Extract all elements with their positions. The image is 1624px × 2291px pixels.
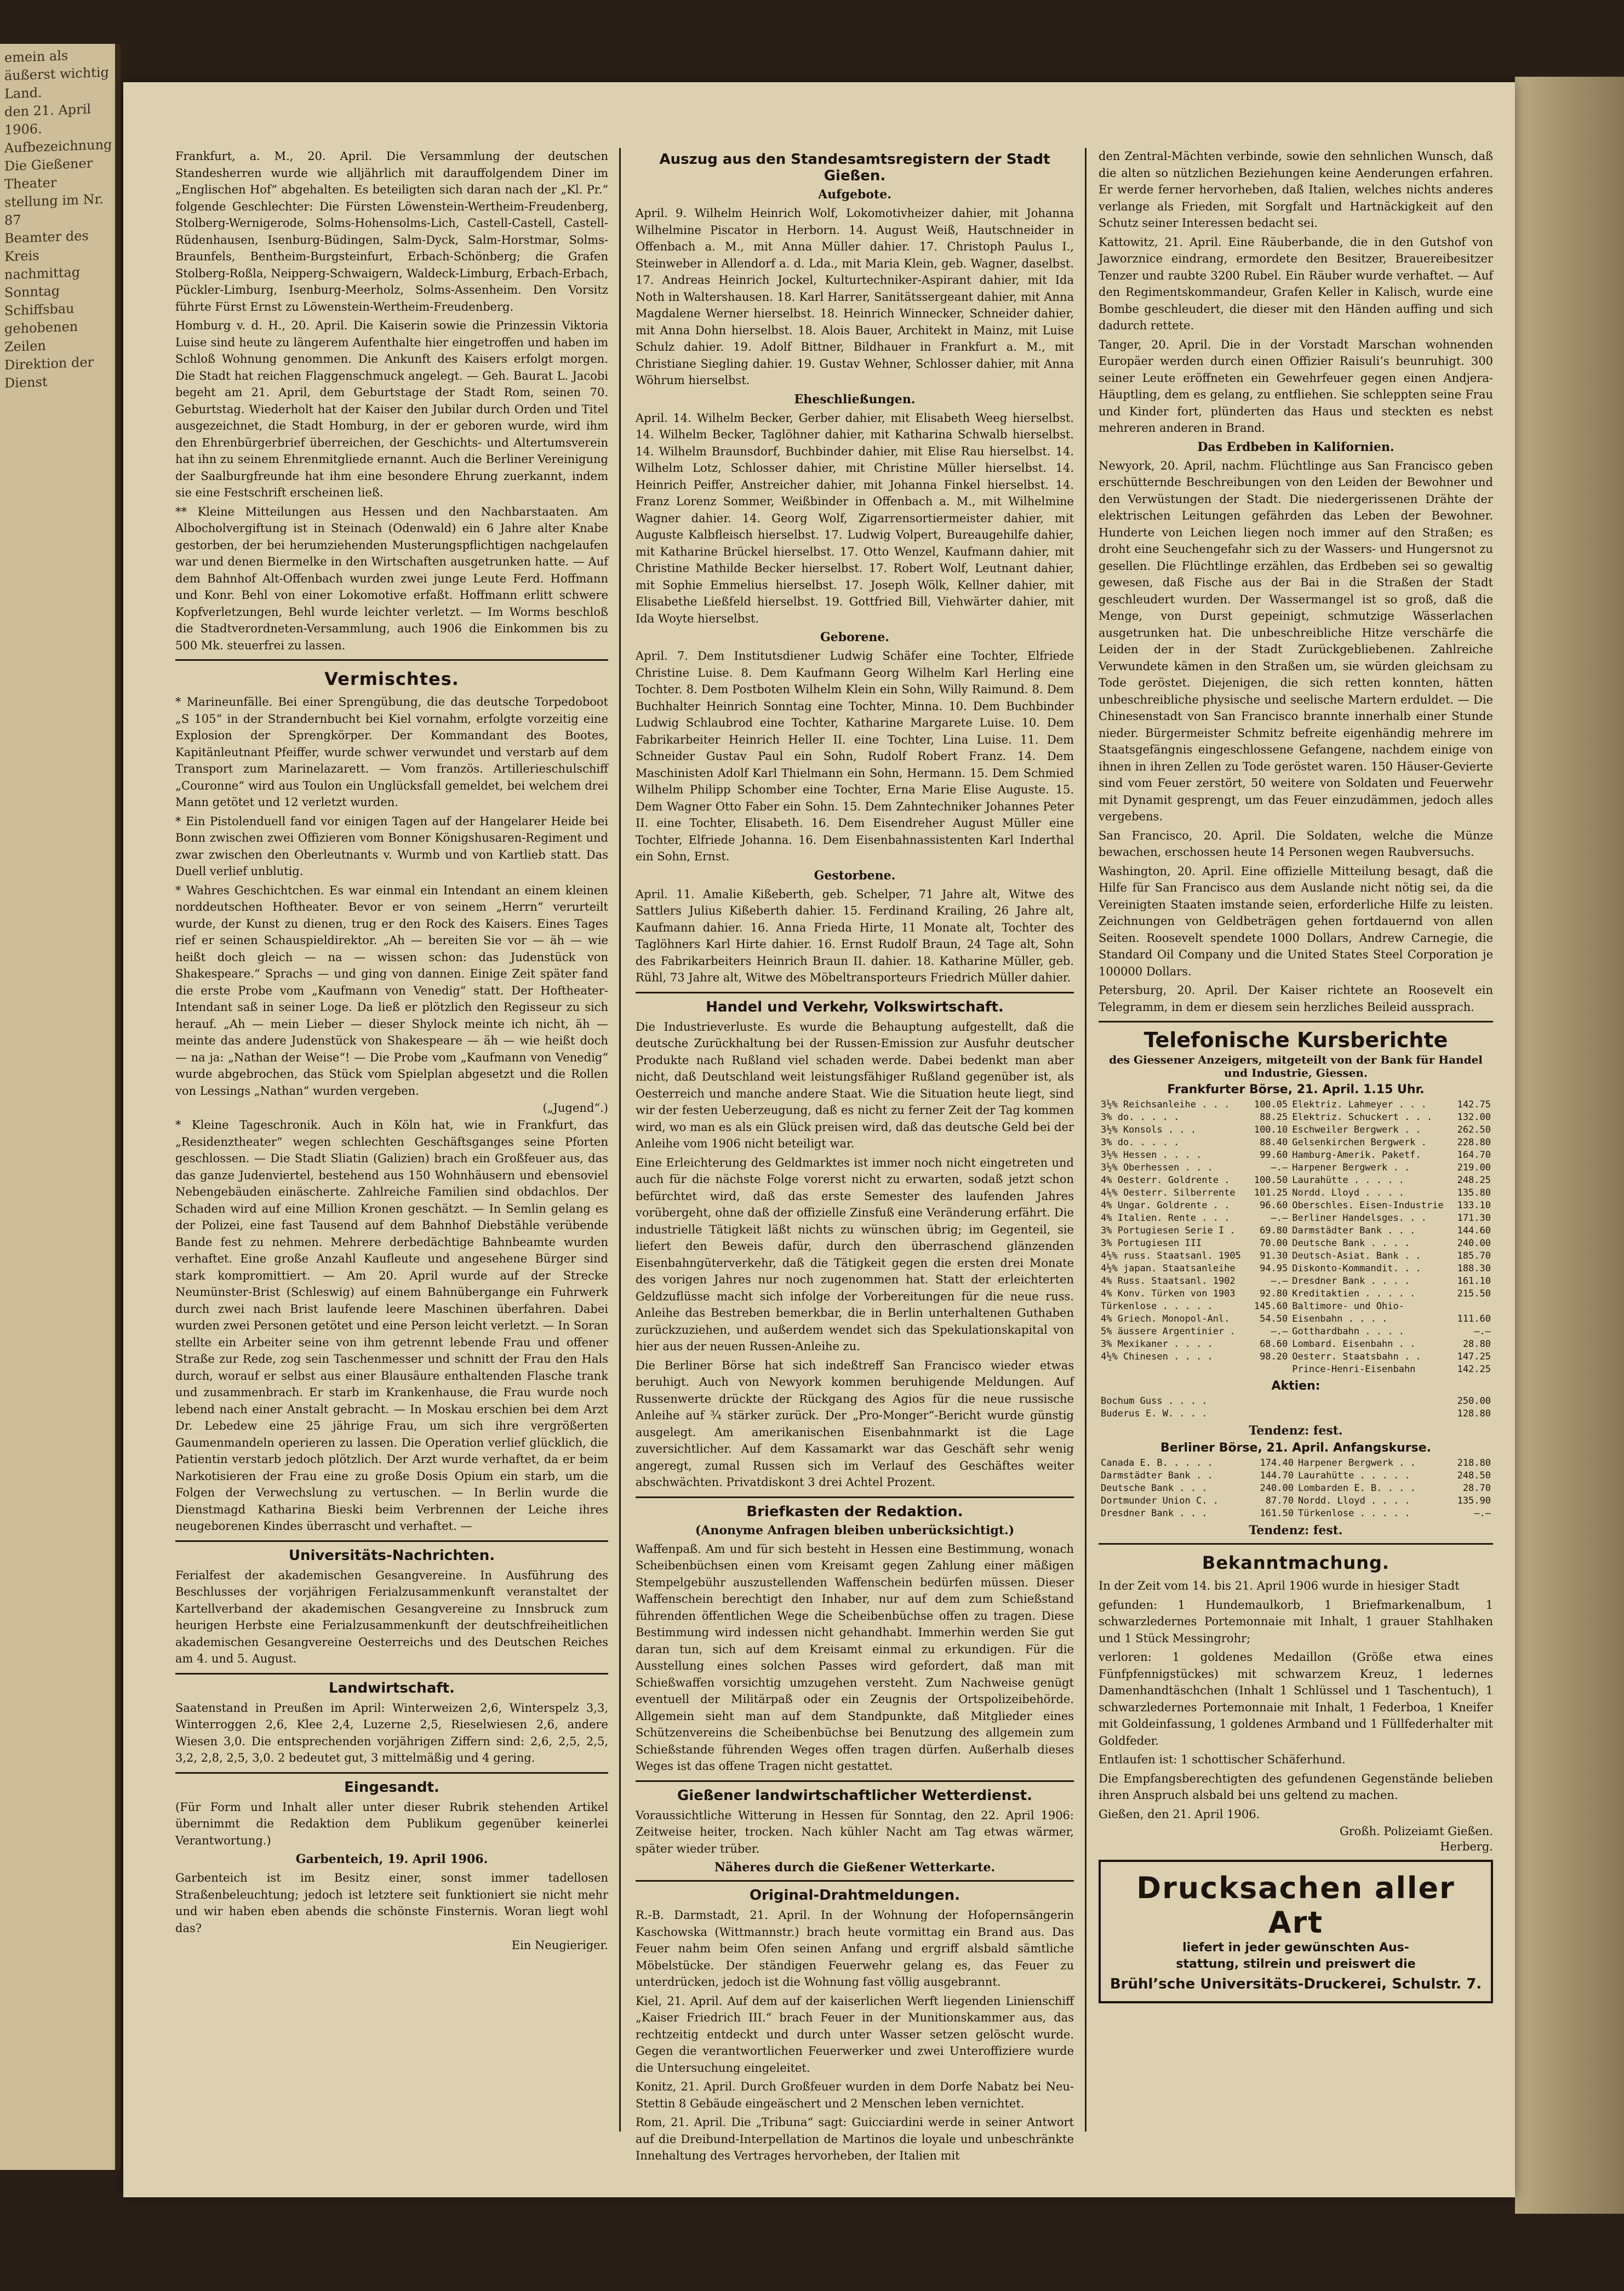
ad-title: Drucksachen aller Art: [1136, 1871, 1455, 1940]
quote-row: [1099, 1262, 1493, 1275]
quote-row: [1099, 1288, 1493, 1300]
adjacent-page-text: emein als äußerst wichtig Land. den 21. April 1906. Aufbezeichnung Die Gießener Theater stellung im Nr. 87 Beamter des Kreis nachmittag Sonntag Schiffsbau gehobenen Zeilen Direktion der Dienst: [4, 48, 112, 391]
column-3: [1099, 148, 1493, 2132]
article-rom: Rom, 21. April. Die „Tribuna“ sagt: Guicciardini werde in seiner Antwort auf die Dreibund-Interpellation de Martinos die loyale und unbeschränkte Innehaltung des Vertrages hervorheben, der Italien mit: [636, 2116, 1074, 2162]
article-darmstadt: R.-B. Darmstadt, 21. April. In der Wohnung der Hofopernsängerin Kaschowska (Wittmannstr.) brach heute vormittag ein Brand aus. Das Feuer nahm beim Ofen seinen Anfang und ergriff alsbald sämtliche Möbelstücke. Der ständigen Feuerwehr gelang es, das Feuer zu unterdrücken, jedoch ist die Wohnung fast völlig ausgebrannt.: [636, 1909, 1074, 1989]
security-name: 4½% russ. Staatsanl. 1905: [1101, 1250, 1241, 1261]
security-name: Lombarden E. B. . . .: [1297, 1483, 1416, 1494]
security-name: 4% Konv. Türken von 1903: [1101, 1288, 1236, 1299]
quote-value: 88.25: [1260, 1112, 1288, 1123]
quote-row: [1099, 1275, 1493, 1288]
security-name: Darmstädter Bank . . .: [1292, 1225, 1416, 1236]
security-name: Dresdner Bank . . .: [1101, 1508, 1208, 1519]
article-berliner-boerse: Die Berliner Börse hat sich indeßtreff San Francisco wieder etwas beruhigt. Auch von Newyork kommen beruhigende Meldungen. Auf Russenwerte drückte der Rückgang des Agios für die neue russische Anleihe auf ¾ stärker zurück. Der „Pro-Monger“-Bericht wurde günstig ausgelegt. Am amerikanischen Eisenbahnmarkt ist die Lage zuversichtlicher. Auf dem Kassamarkt war das Geschäft sehr wenig angeregt, zumal Russen sich im Verlauf des Geschäftes weiter abschwächten. Privatdiskont 3 drei Achtel Prozent.: [636, 1358, 1074, 1489]
section-divider: [175, 1540, 608, 1542]
column-2: [636, 148, 1074, 2162]
letter-signature: Ein Neugieriger.: [511, 1939, 608, 1952]
security-name: 3% Portugiesen Serie I .: [1101, 1225, 1236, 1236]
quote-value: —.—: [1474, 1508, 1491, 1519]
section-divider: [175, 659, 608, 661]
notice-intro: In der Zeit vom 14. bis 21. April 1906 wurde in hiesiger Stadt: [1099, 1579, 1460, 1592]
quote-value: 92.80: [1260, 1288, 1288, 1299]
quote-value: —.—: [1271, 1162, 1288, 1173]
quote-row: [1099, 1351, 1493, 1363]
security-name: Türkenlose . . . . .: [1297, 1508, 1410, 1519]
berlin-exchange-heading: Berliner Börse, 21. April. Anfangskurse.: [1160, 1441, 1431, 1455]
quote-row: [1099, 1300, 1493, 1313]
article-newyork: Newyork, 20. April, nachm. Flüchtlinge aus San Francisco geben erschütternde Beschreibungen von den Leiden der Bewohner und den Verwüstungen der Stadt. Die niedergerissenen Drähte der elektrischen Leitungen gefährden das Leben der Bewohner. Hunderte von Leichen liegen noch immer auf den Straßen; es droht eine Seuchengefahr sich zu der Wassers- und Hungersnot zu gesellen. Die Flüchtlinge erzählen, das Erdbeben sei so gewaltig gewesen, daß Fische aus der Bai in die Straßen der Stadt geschleudert wurden. Der Wassermangel ist so groß, daß die Menge, von Durst gepeinigt, schmutzige Wässerlachen ausgetrunken hat. Die unbeschreibliche Hitze verschärfe die Leiden der in der Stadt Zurückgebliebenen. Zahlreiche Verwundete kämen in den Straßen um, sie würden gleichsam zu Tode geröstet. Diejenigen, die sich retten konnten, hätten unbeschreibliche physische und seelische Martern erduldet. — Die Chinesenstadt von San Francisco brannte innerhalb einer Stunde nieder. Bürgermeister Schmitz befreite eigenhändig mehrere im Staatsgefängnis eingeschlossene Gefangene, nachdem einige von ihnen in ihren Zellen zu Tode geröstet waren. 150 Häuser-Gevierte sind vom Feuer zerstört, 50 weitere von Soldaten und Feuerwehr mit Dynamit gesprengt, um das Feuer einzudämmen, jedoch alles vergebens.: [1099, 459, 1493, 823]
notice-lost: verloren: 1 goldenes Medaillon (Größe etwa eines Fünfpfennigstückes) mit schwarzem Kreuz, 1 ledernes Damenhandtäschchen (Inhalt 1 Schlüssel und 1 Taschentuch), 1 schwarzledernes Portemonnaie mit Inhalt, 1 Federboa, 1 Kneifer mit Goldeinfassung, 1 goldenes Armband und 1 Füllfederhalter mit Goldfeder.: [1099, 1650, 1493, 1747]
subheading-eheschliessungen: Eheschließungen.: [794, 392, 916, 407]
section-divider: [1099, 1543, 1493, 1545]
section-divider: [1099, 1021, 1493, 1022]
security-name: Dresdner Bank . . . .: [1292, 1276, 1410, 1287]
quote-value: 144.70: [1260, 1470, 1294, 1481]
security-name: 5% äussere Argentinier .: [1101, 1326, 1236, 1337]
ad-line: liefert in jeder gewünschten Aus-: [1182, 1941, 1409, 1955]
quote-row: [1099, 1149, 1493, 1162]
article-petersburg: Petersburg, 20. April. Der Kaiser richtete an Roosevelt ein Telegramm, in dem er diesem sein herzliches Beileid aussprach.: [1099, 984, 1493, 1014]
notice-escaped: Entlaufen ist: 1 schottischer Schäferhund.: [1099, 1753, 1346, 1766]
security-name: Dortmunder Union C. .: [1101, 1495, 1219, 1506]
quote-value: 133.10: [1457, 1200, 1491, 1211]
quote-value: 161.10: [1457, 1276, 1491, 1287]
security-name: Canada E. B. . . . .: [1101, 1458, 1213, 1469]
security-name: 3% do. . . . .: [1101, 1137, 1180, 1148]
quote-value: 28.70: [1462, 1483, 1491, 1494]
quote-row: [1099, 1136, 1493, 1149]
quote-row: [1099, 1395, 1493, 1408]
security-name: 4% Ungar. Goldrente . .: [1101, 1200, 1230, 1211]
stock-report-subtitle: des Giessener Anzeigers, mitgeteilt von der Bank für Handel und Industrie, Giessen.: [1109, 1053, 1483, 1079]
quote-value: 111.60: [1457, 1313, 1491, 1324]
section-heading-wetterdienst: Gießener landwirtschaftlicher Wetterdienst.: [677, 1787, 1033, 1804]
article-kleine-mitteilungen: ** Kleine Mitteilungen aus Hessen und den Nachbarstaaten. Am Albocholvergiftung ist in Steinach (Odenwald) ein 6 Jahre alter Knabe gestorben, der bei herumziehenden Musterungspflichtigen nachgelaufen war und denen Biermelke in den Wirtschaften ausgetrunken hatte. — Auf dem Bahnhof Alt-Offenbach wurden zwei junge Leute Ferd. Hoffmann und Konr. Behl von einer Lokomotive erfaßt. Hoffmann erlitt schwere Kopfverletzungen, Behl wurde leichter verletzt. — Im Worms beschloß die Stadtverordneten-Versammlung, auch 1906 die Einkommen bis zu 500 Mk. steuerfrei zu lassen.: [175, 505, 608, 652]
article-industrieverluste: Die Industrieverluste. Es wurde die Behauptung aufgestellt, daß die deutsche Zurückhaltung bei der Russen-Emission zur Ausfuhr deutscher Produkte nach Rußland viel schaden werde. Dabei bedenkt man aber nicht, daß Deutschland weit leistungsfähiger Rußland gegenüber ist, als Oesterreich und manche andere Staat. Wie die Situation heute liegt, sind wir der festen Ueberzeugung, daß es nicht zu ferner Zeit der Tag kommen wird, wo man es als ein Glück preisen wird, daß das deutsche Geld bei der Anleihe vom 1906 nicht beteiligt war.: [636, 1020, 1074, 1150]
quote-value: 144.60: [1457, 1225, 1491, 1236]
quote-value: 188.30: [1457, 1263, 1491, 1274]
quote-value: 99.60: [1260, 1150, 1288, 1161]
quote-row: [1099, 1495, 1493, 1507]
quote-value: —.—: [1271, 1326, 1288, 1337]
article-washington: Washington, 20. April. Eine offizielle Mitteilung besagt, daß die Hilfe für San Francisco aus dem Auslande nicht nötig sei, da die Vereinigten Staaten imstande seien, erforderliche Hilfe zu leisten. Zeichnungen von Geldbeträgen gehen fortdauernd von allen Seiten. Roosevelt spendete 1000 Dollars, Andrew Carnegie, die Standard Oil Company und die United States Steel Corporation je 100000 Dollars.: [1099, 864, 1493, 978]
quote-row: [1099, 1174, 1493, 1187]
quote-value: 101.25: [1254, 1187, 1288, 1198]
quote-value: 100.50: [1254, 1175, 1288, 1186]
security-name: Gotthardbahn . . . .: [1292, 1326, 1404, 1337]
quote-row: [1099, 1408, 1493, 1420]
security-name: 3½% Reichsanleihe . . .: [1101, 1099, 1230, 1110]
list-gestorbene: April. 11. Amalie Kißeberth, geb. Schelper, 71 Jahre alt, Witwe des Sattlers Julius Kißeberth dahier. 15. Ferdinand Krailing, 26 Jahre alt, Kaufmann dahier. 16. Anna Frieda Hirte, 11 Monate alt, Tochter des Taglöhners Karl Hirte dahier. 16. Ernst Rudolf Braun, 24 Tage alt, Sohn des Fabrikarbeiters Heinrich Braun II. dahier. 18. Katharine Müller, geb. Rühl, 73 Jahre alt, Witwe des Möbeltransporteurs Friedrich Müller dahier.: [636, 887, 1074, 984]
subheading-geborene: Geborene.: [820, 630, 890, 644]
security-name: 3½% Konsols . . .: [1101, 1124, 1196, 1135]
quote-value: 135.80: [1457, 1187, 1491, 1198]
article-source: („Jugend“.): [542, 1101, 608, 1115]
quote-row: [1099, 1162, 1493, 1174]
security-name: 3% do. . . . .: [1101, 1112, 1180, 1123]
newspaper-page: [123, 82, 1515, 2197]
letter-body: Garbenteich ist im Besitz einer, sonst immer tadellosen Straßenbeleuchtung; jedoch ist letztere seit funktioniert sie nicht mehr und wir haben eben abends die schönste Finsternis. Woran liegt wohl das?: [175, 1871, 608, 1935]
subheading-aufgebote: Aufgebote.: [818, 187, 891, 202]
quote-value: 185.70: [1457, 1250, 1491, 1261]
security-name: Deutsche Bank . . .: [1101, 1483, 1208, 1494]
aktien-heading: Aktien:: [1271, 1379, 1320, 1393]
quote-value: 174.40: [1260, 1458, 1294, 1469]
section-divider: [636, 1780, 1074, 1782]
quote-value: [1453, 1300, 1493, 1313]
security-name: Deutsche Bank . . . .: [1292, 1238, 1410, 1249]
notice-found: gefunden: 1 Hundemaulkorb, 1 Briefmarkenalbum, 1 schwarzledernes Portemonnaie mit Inhalt, 1 grauer Stahlhaken und 1 Stück Messingrohr;: [1099, 1598, 1493, 1645]
security-name: Prince-Henri-Eisenbahn: [1292, 1364, 1416, 1375]
section-divider: [636, 1496, 1074, 1498]
quote-value: 69.80: [1260, 1225, 1288, 1236]
column-rule: [1085, 148, 1087, 2132]
section-divider: [175, 1772, 608, 1774]
quote-value: 240.00: [1260, 1483, 1294, 1494]
quote-value: 128.80: [1457, 1408, 1491, 1419]
quote-value: —.—: [1474, 1326, 1491, 1337]
quote-value: 100.10: [1254, 1124, 1288, 1135]
quote-value: —.—: [1271, 1213, 1288, 1224]
weather-forecast: Voraussichtliche Witterung in Hessen für Sonntag, den 22. April 1906: Zeitweise heiter, trocken. Nach kühler Nacht am Tag etwas wärmer, später wieder trüber.: [636, 1808, 1074, 1855]
notice-authority: Großh. Polizeiamt Gießen.: [1339, 1825, 1493, 1838]
quote-value: 132.00: [1457, 1112, 1491, 1123]
security-name: Nordd. Lloyd . . . .: [1292, 1187, 1404, 1198]
section-heading-universitaet: Universitäts-Nachrichten.: [288, 1547, 495, 1564]
security-name: Oesterr. Staatsbahn . .: [1292, 1351, 1421, 1362]
article-saatenstand: Saatenstand in Preußen im April: Winterweizen 2,6, Winterspelz 3,3, Winterroggen 2,6, Klee 2,4, Luzerne 2,5, Rieselwiesen 2,6, andere Wiesen 3,0. Die entsprechenden vorjährigen Ziffern sind: 2,6, 2,5, 2,5, 3,2, 2,8, 2,5, 3,0. 2 bedeutet gut, 3 mittelmäßig und 4 gering.: [175, 1701, 608, 1764]
security-name: Nordd. Lloyd . . . .: [1297, 1495, 1410, 1506]
section-heading-briefkasten: Briefkasten der Redaktion.: [746, 1503, 963, 1520]
quote-value: 240.00: [1457, 1238, 1491, 1249]
article-san-francisco: San Francisco, 20. April. Die Soldaten, welche die Münze bewachen, erschossen heute 14 Personen wegen Raubversuchs.: [1099, 829, 1493, 859]
quote-value: 248.50: [1457, 1470, 1491, 1481]
quote-value: —.—: [1271, 1276, 1288, 1287]
weather-note: Näheres durch die Gießener Wetterkarte.: [714, 1860, 996, 1875]
book-page-stack: [1515, 77, 1624, 2214]
quote-value: 250.00: [1457, 1396, 1491, 1407]
security-name: Darmstädter Bank . .: [1101, 1470, 1213, 1481]
quote-row: [1099, 1212, 1493, 1225]
quote-value: 100.05: [1254, 1099, 1288, 1110]
quote-value: 88.40: [1260, 1137, 1288, 1148]
security-name: 4% Griech. Monopol-Anl.: [1101, 1313, 1230, 1324]
article-kiel: Kiel, 21. April. Auf dem auf der kaiserlichen Werft liegenden Linienschiff „Kaiser Friedrich III.“ brach Feuer in der Munitionskammer aus, das rechtzeitig entdeckt und durch unter Wasser setzen gelöscht wurde. Gegen die verantwortlichen Feuerwerker und zwei Unteroffiziere wurde die Untersuchung eingeleitet.: [636, 1994, 1074, 2075]
letter-dateline: Garbenteich, 19. April 1906.: [295, 1852, 488, 1866]
quote-value: 54.50: [1260, 1313, 1288, 1324]
article-ferialfest: Ferialfest der akademischen Gesangvereine. In Ausführung des Beschlusses der vorjährigen Ferialzusammenkunft veranstaltet der Kartellverband der akademischen Gesangvereine zu Innsbruck zum heurigen Herbste eine Ferialzusammenkunft der deutschfreiheitlichen akademischen Gesangvereine Oesterreichs und des Deutschen Reiches am 4. und 5. August.: [175, 1568, 608, 1665]
quote-value: 219.00: [1457, 1162, 1491, 1173]
quote-row: [1099, 1470, 1493, 1482]
section-heading-standesamt: Auszug aus den Standesamtsregistern der Stadt Gießen.: [659, 151, 1050, 184]
quote-row: [1099, 1363, 1493, 1376]
security-name: Baltimore- und Ohio-: [1292, 1301, 1404, 1312]
quote-value: 98.20: [1260, 1351, 1288, 1362]
ad-publisher: Brühl’sche Universitäts-Druckerei, Schulstr. 7.: [1110, 1976, 1482, 1992]
quote-value: 96.60: [1260, 1200, 1288, 1211]
quote-value: 94.95: [1260, 1263, 1288, 1274]
column-rule: [619, 148, 621, 2132]
quote-row: [1099, 1237, 1493, 1250]
security-name: Elektriz. Schuckert . . .: [1292, 1112, 1433, 1123]
security-name: Hamburg-Amerik. Paketf.: [1292, 1150, 1421, 1161]
article-konitz: Konitz, 21. April. Durch Großfeuer wurden in dem Dorfe Nabatz bei Neu-Stettin 8 Gebäude eingeäschert und 2 Menschen leben vernichtet.: [636, 2080, 1074, 2110]
security-name: 4% Oesterr. Goldrente .: [1101, 1175, 1230, 1186]
subheading-anonyme-anfragen: (Anonyme Anfragen bleiben unberücksichtigt.): [695, 1523, 1015, 1538]
article-frankfurt: Frankfurt, a. M., 20. April. Die Versammlung der deutschen Standesherren wurde wie alljährlich mit darauffolgendem Diner im „Englischen Hof“ abgehalten. Es beteiligten sich daran nach der „Kl. Pr.“ folgende Geschlechter: Die Fürsten Löwenstein-Wertheim-Freudenberg, Stolberg-Wernigerode, Solms-Hohensolms-Lich, Castell-Castell, Castell-Rüdenhausen, Isenburg-Büdingen, Salm-Dyck, Salm-Horstmar, Solms-Braunfels, Bentheim-Burgsteinfurt, Erbach-Schönberg; die Grafen Stolberg-Roßla, Neipperg-Schwaigern, Waldeck-Limburg, Erbach-Erbach, Pückler-Limburg, Isenburg-Meerholz, Solms-Assenheim. Den Vorsitz führte Fürst Ernst zu Löwenstein-Wertheim-Freudenberg.: [175, 150, 608, 313]
security-name: Eisenbahn . . . .: [1292, 1313, 1388, 1324]
quote-row: [1099, 1187, 1493, 1199]
security-name: Oberschles. Eisen-Industrie: [1292, 1200, 1444, 1211]
security-name: Kreditaktien . . . . .: [1292, 1288, 1416, 1299]
security-name: 4½% japan. Staatsanleihe: [1101, 1263, 1236, 1274]
quote-value: 87.70: [1265, 1495, 1294, 1506]
quote-value: 171.30: [1457, 1213, 1491, 1224]
notice-heading: Bekanntmachung.: [1202, 1552, 1390, 1573]
quote-value: 215.50: [1457, 1288, 1491, 1299]
aktien-table: [1099, 1395, 1493, 1420]
section-heading-eingesandt: Eingesandt.: [344, 1779, 439, 1796]
list-aufgebote: April. 9. Wilhelm Heinrich Wolf, Lokomotivheizer dahier, mit Johanna Wilhelmine Piscator in Herborn. 14. August Weiß, Hautschneider in Offenbach a. M., mit Anna Müller dahier. 17. Christoph Paulus I., Steinweber in Allendorf a. d. Lda., mit Maria Klein, geb. Wagner, daselbst. 17. Andreas Heinrich Jockel, Kulturtechniker-Aspirant dahier, mit Ida Noth in Waltershausen. 18. Karl Harrer, Sanitätssergeant dahier, mit Anna Magdalene Werner hierselbst. 18. Heinrich Winnecker, Schneider dahier, mit Anna Dohn hierselbst. 18. Alois Bauer, Architekt in Mainz, mit Luise Schulz dahier. 19. Adolf Bittner, Bildhauer in Frankfurt a. M., mit Christiane Siegling dahier. 19. Gustav Wehner, Schlosser dahier, mit Anna Wöhrum hierselbst.: [636, 207, 1074, 387]
berlin-quotes-table: [1099, 1457, 1493, 1520]
quote-value: 262.50: [1457, 1124, 1491, 1135]
section-heading-drahtmeldungen: Original-Drahtmeldungen.: [750, 1887, 960, 1904]
security-name: 4½% Chinesen . . . .: [1101, 1351, 1213, 1362]
security-name: Diskonto-Kommandit. . .: [1292, 1263, 1421, 1274]
article-marineunfaelle: * Marineunfälle. Bei einer Sprengübung, die das deutsche Torpedoboot „S 105“ in der Strandernbucht bei Kiel vornahm, erfolgte vorzeitig eine Explosion der Sprengkörper. Der Kommandant des Bootes, Kapitänleutnant Pfeiffer, wurde schwer verwundet und verstarb auf dem Transport zum Marinelazarett. — Vom französ. Artillerieschulschiff „Couronne“ wird aus Toulon ein Unglücksfall gemeldet, bei welchem drei Mann getötet und 12 verletzt wurden.: [175, 695, 608, 809]
quote-row: [1099, 1124, 1493, 1136]
security-name: Berliner Handelsges. . .: [1292, 1213, 1427, 1224]
tendency-label: Tendenz: fest.: [1249, 1523, 1343, 1538]
quote-value: 135.90: [1457, 1495, 1491, 1506]
section-divider: [636, 1880, 1074, 1882]
section-divider: [175, 1673, 608, 1675]
quote-value: 147.25: [1457, 1351, 1491, 1362]
subheading-gestorbene: Gestorbene.: [814, 868, 896, 883]
stock-report-title: Telefonische Kursberichte: [1143, 1028, 1448, 1052]
security-name: Buderus E. W. . . .: [1101, 1408, 1208, 1419]
quote-value: 164.70: [1457, 1150, 1491, 1161]
quote-row: [1099, 1313, 1493, 1326]
quote-value: 228.80: [1457, 1137, 1491, 1148]
quote-row: [1099, 1507, 1493, 1520]
frankfurt-exchange-heading: Frankfurter Börse, 21. April. 1.15 Uhr.: [1167, 1083, 1425, 1096]
notice-claims: Die Empfangsberechtigten des gefundenen Gegenstände belieben ihren Anspruch alsbald bei uns geltend zu machen.: [1099, 1772, 1493, 1802]
section-heading-vermischtes: Vermischtes.: [324, 669, 459, 689]
disclaimer-text: (Für Form und Inhalt aller unter dieser Rubrik stehenden Artikel übernimmt die Redaktion dem Publikum gegenüber keinerlei Verantwortung.): [175, 1800, 608, 1847]
quote-row: [1099, 1225, 1493, 1237]
adjacent-page-edge: [0, 44, 121, 2170]
list-eheschliessungen: April. 14. Wilhelm Becker, Gerber dahier, mit Elisabeth Weeg hierselbst. 14. Wilhelm Becker, Taglöhner dahier, mit Katharina Schwalb hierselbst. 14. Wilhelm Braunsdorf, Buchbinder dahier, mit Elise Rau hierselbst. 14. Wilhelm Lotz, Schlosser dahier, mit Christine Müller hierselbst. 14. Heinrich Peiffer, Anstreicher dahier, mit Johanna Finkel hierselbst. 14. Franz Lorenz Sommer, Weißbinder in Offenbach a. M., mit Wilhelmine Wagner dahier. 14. Georg Wolf, Zigarrensortiermeister dahier, mit Auguste Kalbfleisch hierselbst. 17. Ludwig Volpert, Bureaugehilfe dahier, mit Katharine Brückel hierselbst. 17. Otto Wenzel, Kaufmann dahier, mit Christine Mathilde Becker hierselbst. 17. Robert Wolf, Leutnant dahier, mit Sophie Emmelius hierselbst. 17. Joseph Wölk, Kellner dahier, mit Elisabethe Ließfeld hierselbst. 19. Gottfried Bill, Viehwärter dahier, mit Ida Woyte hierselbst.: [636, 411, 1074, 625]
article-geldmarkt: Eine Erleichterung des Geldmarktes ist immer noch nicht eingetreten und auch für die nächste Folge vorerst nicht zu erwarten, sodaß jetzt schon befürchtet wird, daß das erste Semester des laufenden Jahres vorübergeht, ohne daß der offizielle Zinsfuß eine Veränderung erfährt. Die industrielle Tätigkeit läßt nichts zu wünschen übrig; im Gegenteil, sie liefert den Beweis dafür, durch den überraschend glänzenden Eisenbahngüterverkehr, daß die Tätigkeit gegen die ersten drei Monate des vorigen Jahres nur noch zugenommen hat. Statt der erleichterten Geldzuflüsse macht sich infolge der Vorbereitungen für die neue russ. Anleihe das Bestreben bemerkbar, die in Berlin unterhaltenen Guthaben zurückzuziehen, und außerdem wendet sich das Spekulationskapital von hier aus der neuen Russen-Anleihe zu.: [636, 1156, 1074, 1353]
security-name: Lombard. Eisenbahn . .: [1292, 1339, 1416, 1350]
notice-date: Gießen, den 21. April 1906.: [1099, 1807, 1260, 1821]
security-name: Elektriz. Lahmeyer . . .: [1292, 1099, 1427, 1110]
quote-row: [1099, 1457, 1493, 1470]
security-name: Deutsch-Asiat. Bank . .: [1292, 1250, 1421, 1261]
quote-row: [1099, 1338, 1493, 1351]
security-name: 4⅕% Oesterr. Silberrente: [1101, 1187, 1236, 1198]
security-name: [1099, 1363, 1250, 1376]
list-geborene: April. 7. Dem Institutsdiener Ludwig Schäfer eine Tochter, Elfriede Christine Luise. 8. Dem Kaufmann Georg Wilhelm Karl Herling eine Tochter. 8. Dem Postboten Wilhelm Klein ein Sohn, Willy Raimund. 8. Dem Buchhalter Heinrich Sonntag eine Tochter, Minna. 10. Dem Buchbinder Ludwig Schlaubrod eine Tochter, Katharine Margarete Luise. 10. Dem Fabrikarbeiter Heinrich Heller II. eine Tochter, Lina Luise. 11. Dem Schneider Gustav Paul ein Sohn, Rudolf Robert Franz. 14. Dem Maschinisten Adolf Karl Thielmann ein Sohn, Hermann. 15. Dem Schmied Wilhelm Philipp Schomber eine Tochter, Erna Marie Elise Auguste. 15. Dem Wagner Otto Faber ein Sohn. 15. Dem Zahntechniker Johannes Peter II. eine Tochter, Elisabeth. 16. Dem Eisendreher August Müller eine Tochter, Elfriede Johanna. 16. Dem Eisenbahnassistenten Karl Inderthal ein Sohn, Ernst.: [636, 649, 1074, 863]
ad-line: stattung, stilrein und preiswert die: [1176, 1957, 1416, 1971]
article-pistolenduell: * Ein Pistolenduell fand vor einigen Tagen auf der Hangelarer Heide bei Bonn zwischen zwei Offizieren vom Bonner Königshusaren-Regiment und zwar zwischen den Oberleutnants v. Wurmb und von Kartlieb statt. Das Duell verlief unblutig.: [175, 814, 608, 878]
quote-value: 28.80: [1462, 1339, 1491, 1350]
security-name: Bochum Guss . . . .: [1101, 1396, 1208, 1407]
security-name: Eschweiler Bergwerk . .: [1292, 1124, 1421, 1135]
quote-value: 161.50: [1260, 1508, 1294, 1519]
notice-signature: Herberg.: [1440, 1840, 1493, 1853]
section-heading-erdbeben: Das Erdbeben in Kalifornien.: [1197, 439, 1394, 454]
article-waffenpass: Waffenpaß. Am und für sich besteht in Hessen eine Bestimmung, wonach Scheibenbüchsen einen vom Kreisamt gegen Zahlung einer mäßigen Stempelgebühr auszustellenden Waffenschein bedürfen müssen. Dieser Waffenschein berechtigt den Inhaber, nur auf dem zum Schießstand führenden öffentlichen Wege die Scheibenbüchse offen zu tragen. Diese Bestimmung wird indessen nicht gehandhabt. Immerhin werden Sie gut daran tun, sich auf dem Kreisamt einmal zu erkundigen. Für die Ausstellung eines solchen Passes wird gefordert, daß man mit Schießwaffen vorsichtig umzugehen versteht. Zum Nachweise genügt eventuell der Militärpaß oder ein Zeugnis der Ortspolizeibehörde. Allgemein sieht man auf dem Standpunkte, daß Mitglieder eines Schützenvereins die Scheibenbüchse bei Benutzung des allgemein zum Schießstande führenden Weges offen tragen dürfen. Außerhalb dieses Weges ist das offene Tragen nicht gestattet.: [636, 1542, 1074, 1773]
security-name: Laurahütte . . . . .: [1292, 1175, 1404, 1186]
quote-row: [1099, 1250, 1493, 1262]
quote-row: [1099, 1199, 1493, 1212]
print-shop-advertisement: [1099, 1860, 1493, 2003]
quote-row: [1099, 1111, 1493, 1124]
security-name: Gelsenkirchen Bergwerk .: [1292, 1137, 1427, 1148]
security-name: 3½% Hessen . . . .: [1101, 1150, 1202, 1161]
section-heading-handel: Handel und Verkehr, Volkswirtschaft.: [706, 998, 1004, 1015]
frankfurt-quotes-table: [1099, 1099, 1493, 1376]
quote-value: 91.30: [1260, 1250, 1288, 1261]
article-wahres-geschichtchen: * Wahres Geschichtchen. Es war einmal ein Intendant an einem kleinen norddeutschen Hoftheater. Bevor er von seinem „Herrn“ verurteilt wurde, der Kunst zu dienen, trug er den Rock des Kaisers. Eines Tages rief er seinen Schauspieldirektor. „Ah — bereiten Sie vor — äh — wie heißt doch gleich — na — wissen schon: das Judenstück von Shakespeare.“ Sprachs — und ging von dannen. Einige Zeit später fand die erste Probe vom „Kaufmann von Venedig“ statt. Der Hoftheater-Intendant saß in seiner Loge. Da ließ er plötzlich den Regisseur zu sich herauf. „Ah — mein Lieber — dieser Shylock meinte ich nicht, äh — meinte das andere Judenstück von Shakespeare — äh — wie heißt doch — na ja: „Nathan der Weise“! — Die Probe vom „Kaufmann von Venedig“ wurde abgebrochen, das Stück vom Spielplan abgesetzt und die Rollen von Lessings „Nathan“ wurden vergeben.: [175, 883, 608, 1098]
quote-value: 70.00: [1260, 1238, 1288, 1249]
security-name: 4% Italien. Rente . . .: [1101, 1213, 1230, 1224]
security-name: 3% Mexikaner . . . .: [1101, 1339, 1213, 1350]
security-name: 3% Portugiesen III: [1101, 1238, 1202, 1249]
article-kattowitz: Kattowitz, 21. April. Eine Räuberbande, die in den Gutshof von Jaworznice eindrang, ermordete den Besitzer, Brauereibesitzer Tenzer und raubte 3200 Rubel. Ein Räuber wurde verhaftet. — Auf den Regimentskommandeur, Grafen Keller in Kalisch, wurde eine Bombe geschleudert, die dieser mit den Händen auffing und sich dadurch rettete.: [1099, 235, 1493, 332]
security-name: 3½% Oberhessen . . .: [1101, 1162, 1213, 1173]
section-heading-landwirtschaft: Landwirtschaft.: [329, 1679, 455, 1696]
quote-row: [1099, 1099, 1493, 1111]
article-tageschronik: * Kleine Tageschronik. Auch in Köln hat, wie in Frankfurt, das „Residenztheater“ wegen schlechten Geschäftsganges seine Pforten geschlossen. — Die Stadt Sliatin (Galizien) brach ein Großfeuer aus, das das ganze Judenviertel, bestehend aus 150 Wohnhäusern und ebensoviel Nebengebäuden einäscherte. Zahlreiche Familien sind obdachlos. Der Schaden wird auf eine Million Kronen geschätzt. — In Semlin gelang es der Polizei, eine fast Tausend auf dem Bahnhof Diebstähle verübende Bande fest zu nehmen. Mehrere derbedächtige Bahnbeamte wurden verhaftet. Eine große Anzahl Kaufleute und angesehene Bürger sind stark kompromittiert. — Am 20. April wurde auf der Strecke Neumünster-Brist (Schleswig) auf einem Bahnübergange ein Fuhrwerk durch zwei nach Brist laufende leere Maschinen überfahren. Dabei wurden zwei Personen getötet und eine Person leicht verletzt. — In Soran stellte ein Arbeiter seine von ihm getrennt lebende Frau und offener Straße zur Rede, zog sein Taschenmesser und schnitt der Frau den Hals durch, worauf er selbst aus einer Blausäure enthaltenden Flasche trank und zusammenbrach. Er starb im Krankenhause, die Frau wurde noch lebend nach einer Anstalt gebracht. — In Moskau erschien bei dem Arzt Dr. Lebedew eine 25 jährige Frau, um sich ihre vergrößerten Gaumenmandeln operieren zu lassen. Die Operation verlief glücklich, die Patientin verstarb jedoch plötzlich. Der Arzt wurde verhaftet, da er beim Narkotisieren der Frau eine zu große Dosis Opium ein starb, um die Folgen der Verwechslung zu vertuschen. — In Berlin wurde die Dienstmagd Katharina Bieski beim Verbrennen der Leiche ihres neugeborenen Kindes überrascht und verhaftet. —: [175, 1118, 608, 1533]
article-rom-continued: den Zentral-Mächten verbinde, sowie den sehnlichen Wunsch, daß die alten so nützlichen Beziehungen keine Aenderungen erfahren. Er werde ferner hervorheben, daß Italien, welches nichts anderes verlange als Frieden, mit Sorgfalt und Hartnäckigkeit auf den Schutz seiner Interessen bedacht sei.: [1099, 150, 1493, 230]
tendency-label: Tendenz: fest.: [1249, 1424, 1343, 1438]
quote-value: 218.80: [1457, 1458, 1491, 1469]
security-name: Türkenlose . . . . .: [1101, 1301, 1213, 1312]
article-homburg: Homburg v. d. H., 20. April. Die Kaiserin sowie die Prinzessin Viktoria Luise sind heute zu längerem Aufenthalte hier eingetroffen und haben im Schloß Wohnung genommen. Die Ankunft des Kaisers erfolgt morgen. Die Stadt hat reichen Flaggenschmuck angelegt. — Geh. Baurat L. Jacobi begeht am 21. April, dem Geburtstage der Stadt Rom, seinen 70. Geburtstag. Wiederholt hat der Kaiser den Jubilar durch Orden und Titel ausgezeichnet, die Stadt Homburg, in der er geboren wurde, wird ihm den Ehrenbürgerbrief überreichen, der Geschichts- und Altertumsverein hat ihn zu seinem Ehrenmitgliede ernannt. Auch die Berliner Vereinigung der Saalburgfreunde hat ihm eine besondere Ehrung zuerkannt, indem sie eine Festschrift erscheinen ließ.: [175, 319, 608, 499]
quote-row: [1099, 1482, 1493, 1495]
security-name: Harpener Bergwerk . .: [1297, 1458, 1416, 1469]
article-tanger: Tanger, 20. April. Die in der Vorstadt Marschan wohnenden Europäer werden durch einen Offizier Raisuli’s beunruhigt. 300 seiner Leute eröffneten ein Gewehrfeuer gegen einen Andjera-Häuptling, dem es gelang, zu entfliehen. Sie schleppten seine Frau und Kinder fort, plünderten das Haus und steckten es nebst mehreren anderen in Brand.: [1099, 338, 1493, 435]
section-divider: [636, 992, 1074, 993]
quote-value: 145.60: [1254, 1301, 1288, 1312]
quote-value: 248.25: [1457, 1175, 1491, 1186]
security-name: 4% Russ. Staatsanl. 1902: [1101, 1276, 1236, 1287]
quote-row: [1099, 1326, 1493, 1338]
quote-value: 142.25: [1457, 1364, 1491, 1375]
quote-value: [1250, 1363, 1290, 1376]
security-name: Harpener Bergwerk . .: [1292, 1162, 1410, 1173]
quote-value: 142.75: [1457, 1099, 1491, 1110]
security-name: Laurahütte . . . . .: [1297, 1470, 1410, 1481]
quote-value: 68.60: [1260, 1339, 1288, 1350]
column-1: [175, 148, 608, 2132]
